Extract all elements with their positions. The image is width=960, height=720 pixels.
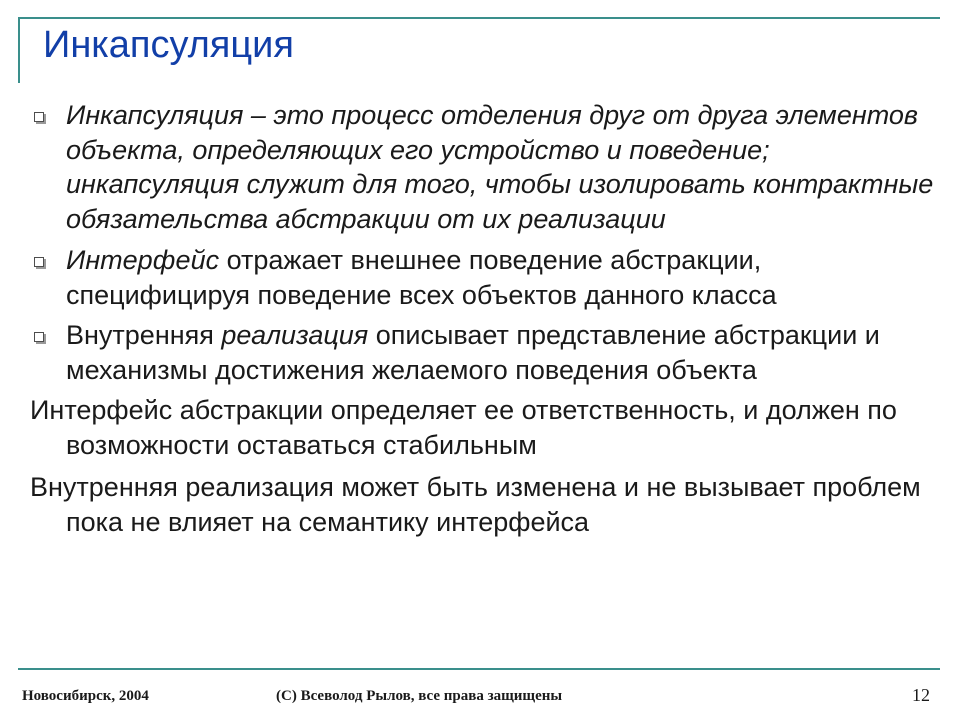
bullet-text: Инкапсуляция – это процесс отделения друг от друга элементов объекта, определяющих его устройство и поведение; инкапсуляция служит для того, чтобы изолировать контрактные обязательства абстракции от их реализации [66, 100, 934, 234]
bullet-item [30, 98, 935, 236]
bullet-text: Внутренняя [66, 320, 222, 350]
slide-title: Инкапсуляция [43, 24, 294, 66]
footer-location: Новосибирск, 2004 [22, 688, 149, 704]
plain-paragraph: Интерфейс абстракции определяет ее ответственность, и должен по возможности оставаться стабильным [30, 395, 897, 460]
bullet-item [30, 243, 935, 312]
page-number: 12 [912, 685, 930, 705]
bottom-divider [18, 668, 940, 670]
bullet-emphasis: реализация [221, 320, 369, 350]
bullet-text: отражает внешнее поведение абстракции, специфицируя поведение всех объектов данного класса [66, 245, 777, 310]
top-divider [18, 17, 940, 19]
slide-content [30, 98, 935, 539]
title-side-divider [18, 17, 20, 83]
plain-paragraph: Внутренняя реализация может быть изменена и не вызывает проблем пока не влияет на семантику интерфейса [30, 472, 921, 537]
square-bullet-icon [34, 112, 44, 122]
bullet-text: описывает представление абстракции и механизмы достижения желаемого поведения объекта [66, 320, 880, 385]
square-bullet-icon [34, 257, 44, 267]
square-bullet-icon [34, 332, 44, 342]
footer-copyright: (С) Всеволод Рылов, все права защищены [276, 688, 563, 704]
bullet-item [30, 318, 935, 387]
bullet-emphasis: Интерфейс [66, 245, 220, 275]
